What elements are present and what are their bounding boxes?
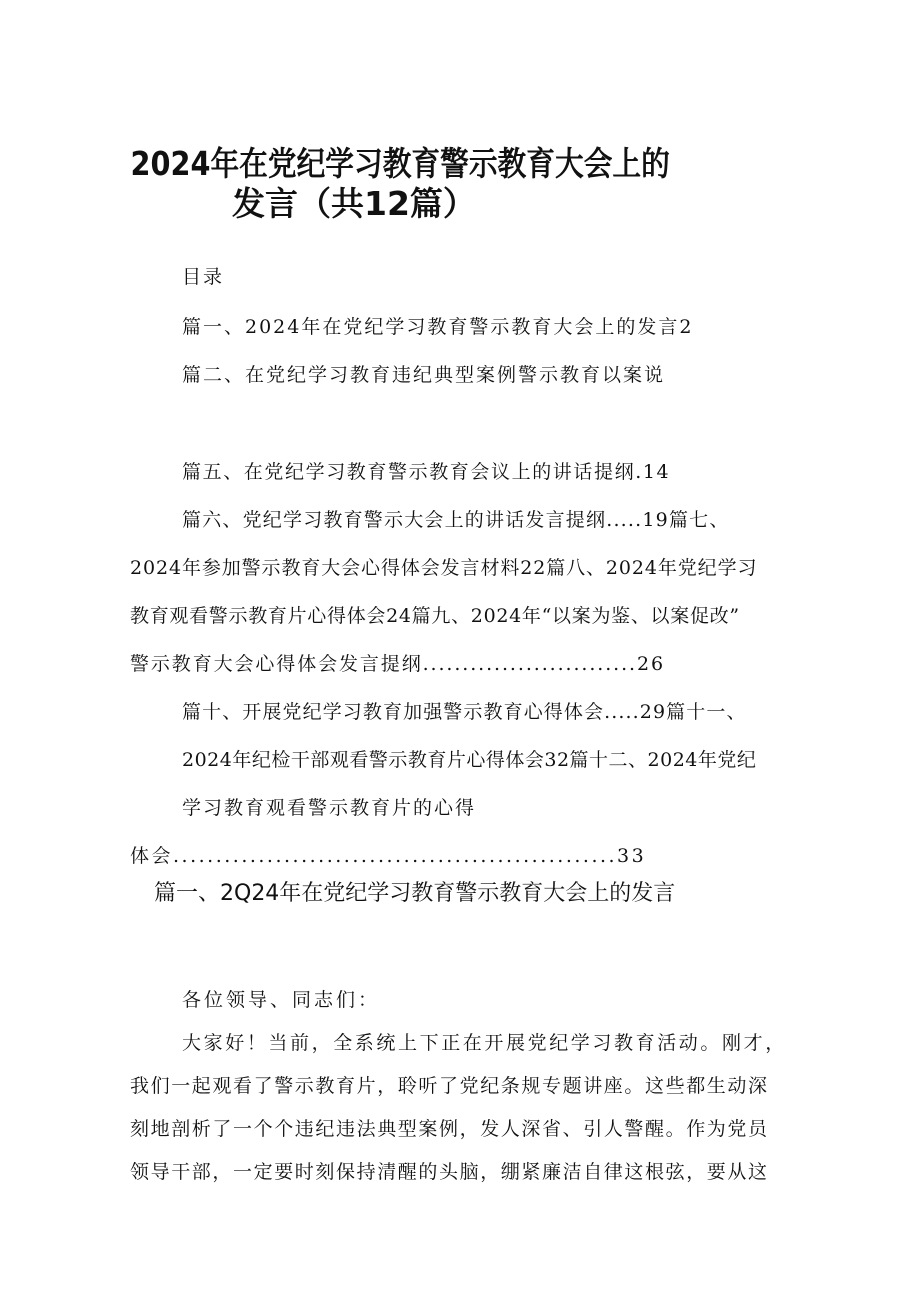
paragraph-line: 大家好！当前，全系统上下正在开展党纪学习教育活动。刚才， xyxy=(182,1032,787,1054)
toc-heading: 目录 xyxy=(182,266,225,288)
toc-line: 篇六、党纪学习教育警示大会上的讲话发言提纲.....19篇七、 xyxy=(182,509,730,531)
paragraph-line: 刻地剖析了一个个违纪违法典型案例，发人深省、引人警醒。作为党员 xyxy=(130,1118,769,1140)
toc-line: 教育观看警示教育片心得体会24篇九、2024年“以案为鉴、以案促改” xyxy=(130,605,740,627)
toc-line: 篇一、2024年在党纪学习教育警示教育大会上的发言2 xyxy=(182,316,694,338)
toc-line: 2024年纪检干部观看警示教育片心得体会32篇十二、2024年党纪 xyxy=(182,749,757,771)
salutation: 各位领导、同志们： xyxy=(182,989,381,1011)
toc-line: 体会....................................................33 xyxy=(130,845,647,867)
toc-line: 篇五、在党纪学习教育警示教育会议上的讲话提纲.14 xyxy=(182,461,671,483)
section-heading: 篇一、2Q24年在党纪学习教育警示教育大会上的发言 xyxy=(154,881,676,906)
toc-line: 学习教育观看警示教育片的心得 xyxy=(182,797,477,819)
toc-line: 篇二、在党纪学习教育违纪典型案例警示教育以案说 xyxy=(182,364,666,386)
document-title-line-1: 2024年在党纪学习教育警示教育大会上的 xyxy=(130,144,670,183)
paragraph-line: 领导干部，一定要时刻保持清醒的头脑，绷紧廉洁自律这根弦，要从这 xyxy=(130,1161,769,1183)
toc-line: 篇十、开展党纪学习教育加强警示教育心得体会.....29篇十一、 xyxy=(182,701,747,723)
toc-line: 警示教育大会心得体会发言提纲...........................26 xyxy=(130,653,665,675)
document-title-line-2: 发言（共12篇） xyxy=(232,184,476,223)
toc-line: 2024年参加警示教育大会心得体会发言材料22篇八、2024年党纪学习 xyxy=(130,557,758,579)
paragraph-line: 我们一起观看了警示教育片，聆听了党纪条规专题讲座。这些都生动深 xyxy=(130,1075,769,1097)
